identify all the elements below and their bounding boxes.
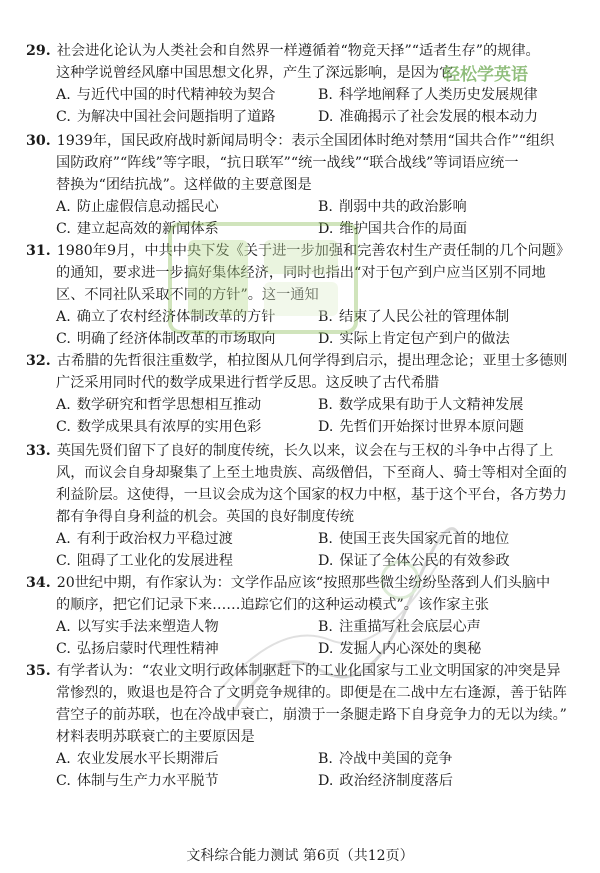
option-c: C. 阻碍了工业化的发展进程: [56, 553, 233, 569]
stem-line: 1980年9月，中共中央下发《关于进一步加强和完善农村生产责任制的几个问题》: [56, 243, 571, 259]
question-33: [26, 440, 581, 572]
option-b: B. 使国王丧失国家元首的地位: [318, 531, 510, 547]
question-stem: [26, 40, 581, 62]
option-c: C. 建立起高效的新闻体系: [56, 221, 219, 237]
question-number: 30.: [26, 133, 51, 149]
option-c: C. 弘扬启蒙时代理性精神: [56, 641, 219, 657]
option-a: A. 确立了农村经济体制改革的方针: [56, 309, 276, 325]
question-32: [26, 350, 581, 438]
stem-line: 营空子的前苏联，也在冷战中衰亡，崩溃于一条腿走路下自身竞争力的无以为续。”: [56, 707, 567, 723]
option-c: C. 明确了经济体制改革的市场取向: [56, 331, 276, 347]
option-d: D. 发掘人内心深处的奥秘: [318, 641, 482, 657]
stem-line: 英国先贤们留下了良好的制度传统，长久以来，议会在与王权的斗争中占得了上: [56, 443, 554, 459]
question-number: 33.: [26, 443, 51, 459]
stem-line: 利益阶层。这使得，一旦议会成为这个国家的权力中枢，基于这个平台，各方势力: [56, 487, 567, 503]
options: [26, 196, 581, 240]
option-c: C. 为解决中国社会问题指明了道路: [56, 109, 276, 125]
option-d: D. 准确揭示了社会发展的根本动力: [318, 109, 539, 125]
stem-line: 区、不同社队采取不同的方针”。这一通知: [56, 287, 319, 303]
option-a: A. 防止虚假信息动摇民心: [56, 199, 219, 215]
question-34: [26, 572, 581, 660]
stem-line: 社会进化论认为人类社会和自然界一样遵循着“物竞天择”“适者生存”的规律。: [56, 43, 540, 59]
stem-line: 替换为“团结抗战”。这样做的主要意图是: [56, 177, 312, 193]
question-number: 32.: [26, 353, 51, 369]
stem-line: 的顺序，把它们记录下来……追踪它们的这种运动模式”。该作家主张: [56, 597, 489, 613]
option-a: A. 有利于政治权力平稳过渡: [56, 531, 233, 547]
option-a: A. 农业发展水平长期滞后: [56, 751, 219, 767]
option-d: D. 维护国共合作的局面: [318, 221, 468, 237]
option-a: A. 数学研究和哲学思想相互推动: [56, 397, 262, 413]
question-number: 35.: [26, 663, 51, 679]
stem-line: 1939年，国民政府战时新闻局明令：表示全国团体时绝对禁用“国共合作”“组织: [56, 133, 555, 149]
page-footer: 文科综合能力测试 第6页（共12页）: [186, 848, 414, 864]
option-c: C. 数学成果具有浓厚的实用色彩: [56, 419, 262, 435]
stem-line: 有学者认为：“农业文明行政体制驱赶下的工业化国家与工业文明国家的冲突是异: [56, 663, 561, 679]
options: [26, 306, 581, 350]
stem-line: 古希腊的先哲很注重数学，柏拉图从几何学得到启示，提出理念论；亚里士多德则: [56, 353, 568, 369]
watermark-brand: 轻松学英语: [443, 65, 528, 85]
option-b: B. 科学地阐释了人类历史发展规律: [318, 87, 538, 103]
question-number: 31.: [26, 243, 51, 259]
stem-line: 风，而议会自身却聚集了上至土地贵族、高级僧侣，下至商人、骑士等相对全面的: [56, 465, 567, 481]
option-c: C. 体制与生产力水平脱节: [56, 773, 219, 789]
stem-line: 20世纪中期，有作家认为：文学作品应该“按照那些微尘纷纷坠落到人们头脑中: [56, 575, 551, 591]
option-b: B. 削弱中共的政治影响: [318, 199, 467, 215]
question-number: 29.: [26, 43, 51, 59]
stem-line: 广泛采用同时代的数学成果进行哲学反思。这反映了古代希腊: [56, 375, 440, 391]
option-d: D. 政治经济制度落后: [318, 773, 453, 789]
option-a: A. 与近代中国的时代精神较为契合: [56, 87, 276, 103]
stem-line: 常惨烈的，败退也是符合了文明竞争规律的。即便是在二战中左右逢源，善于钻阵: [56, 685, 567, 701]
option-d: D. 先哲们开始探讨世界本原问题: [318, 419, 524, 435]
stem-line: 的通知，要求进一步搞好集体经济，同时也指出“对于包产到户应当区别不同地: [56, 265, 546, 281]
stem-line: 国防政府”“阵线”等字眼，“抗日联军”“统一战线”“联合战线”等词语应统一: [56, 155, 519, 171]
option-b: B. 冷战中美国的竞争: [318, 751, 453, 767]
options: [26, 616, 581, 660]
question-number: 34.: [26, 575, 51, 591]
question-30: [26, 130, 581, 240]
option-d: D. 保证了全体公民的有效参政: [318, 553, 510, 569]
option-a: A. 以写实手法来塑造人物: [56, 619, 219, 635]
stem-line: 这种学说曾经风靡中国思想文化界，产生了深远影响，是因为它: [56, 65, 454, 81]
options: [26, 748, 581, 792]
stem-line: 都有争得自身利益的机会。英国的良好制度传统: [56, 509, 354, 525]
option-d: D. 实际上肯定包产到户的做法: [318, 331, 510, 347]
options: [26, 394, 581, 438]
stem-line: 材料表明苏联衰亡的主要原因是: [56, 729, 255, 745]
question-31: [26, 240, 581, 350]
option-b: B. 注重描写社会底层心声: [318, 619, 481, 635]
options: [26, 84, 581, 128]
option-b: B. 结束了人民公社的管理体制: [318, 309, 510, 325]
question-35: [26, 660, 581, 792]
options: [26, 528, 581, 572]
option-b: B. 数学成果有助于人文精神发展: [318, 397, 524, 413]
